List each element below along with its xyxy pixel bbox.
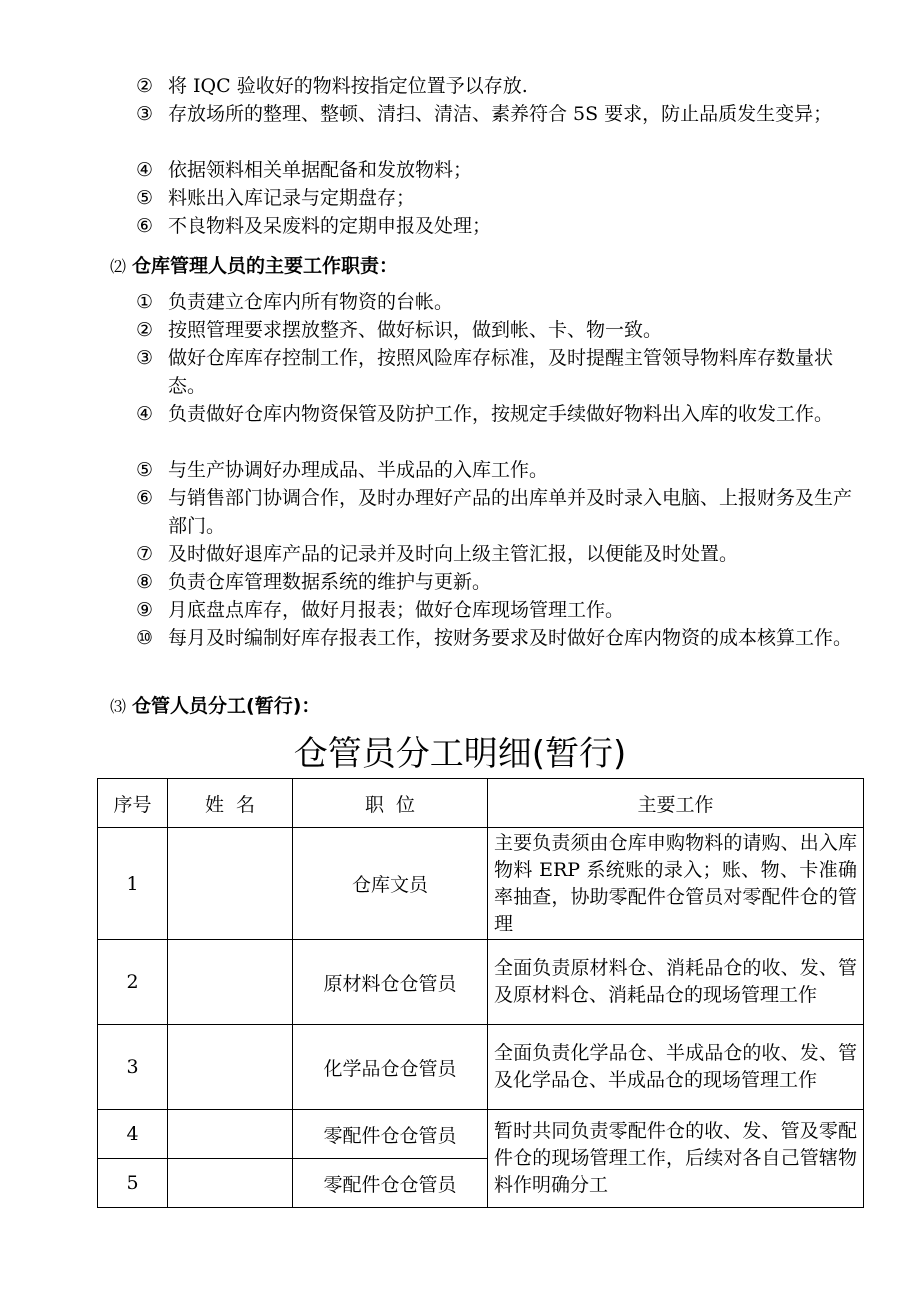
cell-name	[168, 828, 293, 940]
list-item: ② 将 IQC 验收好的物料按指定位置予以存放.	[136, 75, 528, 97]
header-no: 序号	[98, 779, 168, 828]
table-row	[98, 1025, 864, 1110]
list-item: ② 按照管理要求摆放整齐、做好标识，做到帐、卡、物一致。	[136, 319, 663, 341]
cell-position: 原材料仓仓管员	[293, 940, 488, 1025]
cell-work: 全面负责化学品仓、半成品仓的收、发、管及化学品仓、半成品仓的现场管理工作	[488, 1025, 864, 1110]
cell-position: 仓库文员	[293, 828, 488, 940]
list-item: ⑥ 不良物料及呆废料的定期申报及处理；	[136, 215, 492, 237]
header-position: 职 位	[293, 779, 488, 828]
cell-position: 化学品仓仓管员	[293, 1025, 488, 1110]
table-title: 仓管员分工明细(暂行)	[293, 734, 627, 774]
list-item: ⑩ 每月及时编制好库存报表工作，按财务要求及时做好仓库内物资的成本核算工作。	[136, 627, 853, 649]
header-name: 姓 名	[168, 779, 293, 828]
cell-name	[168, 1025, 293, 1110]
list-item: ① 负责建立仓库内所有物资的台帐。	[136, 291, 454, 313]
cell-no: 3	[98, 1025, 168, 1110]
table-row	[98, 1110, 864, 1159]
cell-name	[168, 1110, 293, 1159]
cell-no: 5	[98, 1159, 168, 1208]
list-item: ⑧ 负责仓库管理数据系统的维护与更新。	[136, 571, 492, 593]
cell-work: 主要负责须由仓库申购物料的请购、出入库物料 ERP 系统账的录入；账、物、卡准确率抽查，协助零配件仓管员对零配件仓的管理	[488, 828, 864, 940]
section-heading: ⑵ 仓库管理人员的主要工作职责：	[110, 255, 399, 277]
cell-no: 2	[98, 940, 168, 1025]
cell-work: 暂时共同负责零配件仓的收、发、管及零配件仓的现场管理工作，后续对各自己管辖物料作明确分工	[488, 1110, 864, 1208]
list-item: ③ 做好仓库库存控制工作，按照风险库存标准，及时提醒主管领导物料库存数量状态。	[136, 347, 834, 397]
header-work: 主要工作	[488, 779, 864, 828]
list-item: ⑤ 与生产协调好办理成品、半成品的入库工作。	[136, 459, 549, 481]
list-item: ⑦ 及时做好退库产品的记录并及时向上级主管汇报，以便能及时处置。	[136, 543, 739, 565]
cell-name	[168, 940, 293, 1025]
list-item: ③ 存放场所的整理、整顿、清扫、清洁、素养符合 5S 要求，防止品质发生变异；	[136, 103, 833, 125]
list-item: ⑨ 月底盘点库存，做好月报表；做好仓库现场管理工作。	[136, 599, 625, 621]
cell-work: 全面负责原材料仓、消耗品仓的收、发、管及原材料仓、消耗品仓的现场管理工作	[488, 940, 864, 1025]
cell-no: 4	[98, 1110, 168, 1159]
list-item: ⑤ 料账出入库记录与定期盘存；	[136, 187, 416, 209]
cell-no: 1	[98, 828, 168, 940]
division-table	[97, 778, 864, 1208]
cell-position: 零配件仓仓管员	[293, 1110, 488, 1159]
list-item: ④ 负责做好仓库内物资保管及防护工作，按规定手续做好物料出入库的收发工作。	[136, 403, 834, 425]
section-heading: ⑶ 仓管人员分工(暂行)：	[110, 695, 321, 717]
table-header-row	[98, 779, 864, 828]
table-row	[98, 828, 864, 940]
list-item: ④ 依据领料相关单据配备和发放物料；	[136, 159, 473, 181]
cell-name	[168, 1159, 293, 1208]
table-row	[98, 940, 864, 1025]
list-item: ⑥ 与销售部门协调合作，及时办理好产品的出库单并及时录入电脑、上报财务及生产部门。	[136, 487, 853, 537]
cell-position: 零配件仓仓管员	[293, 1159, 488, 1208]
